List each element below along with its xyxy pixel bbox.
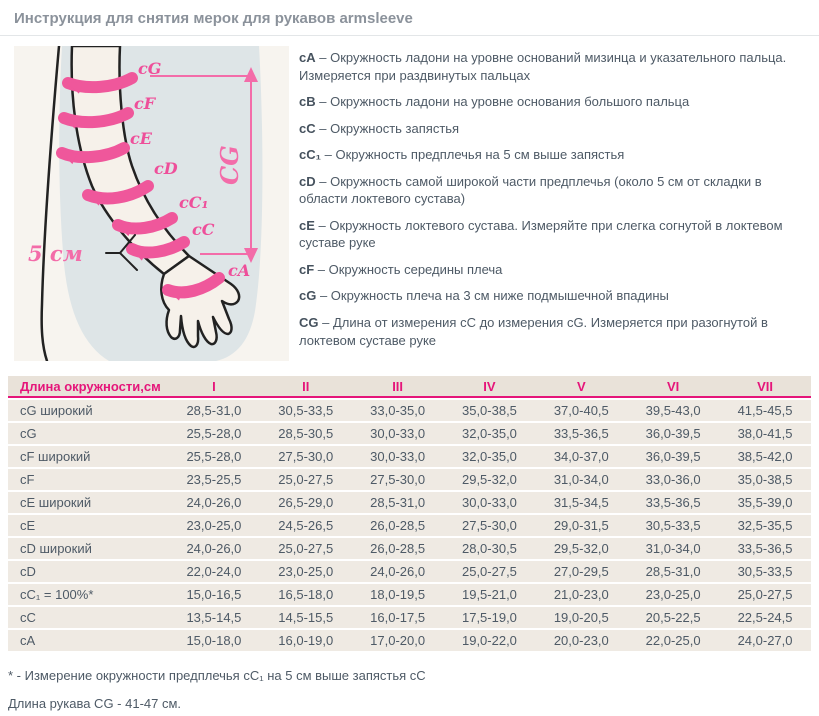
range-cell: 28,5-30,5: [260, 423, 352, 444]
range-cell: 41,5-45,5: [719, 400, 811, 421]
legend-item: cD – Окружность самой широкой части предплечья (около 5 см от складки в области локтевого сустава): [299, 173, 762, 207]
range-cell: 25,5-28,0: [168, 446, 260, 467]
legend-item: cE – Окружность локтевого сустава. Измеряйте при слегка согнутой в локтевом суставе руке: [299, 217, 783, 251]
legend-item-code: cD: [299, 173, 316, 189]
table-row: [8, 492, 811, 513]
range-cell: 16,5-18,0: [260, 584, 352, 605]
range-cell: 30,0-33,0: [444, 492, 536, 513]
range-cell: 35,0-38,5: [719, 469, 811, 490]
range-cell: 22,0-24,0: [168, 561, 260, 582]
range-cell: 30,5-33,5: [719, 561, 811, 582]
range-cell: 28,5-31,0: [627, 561, 719, 582]
range-cell: 24,0-26,0: [352, 561, 444, 582]
range-cell: 33,5-36,5: [627, 492, 719, 513]
size-table: [8, 374, 811, 653]
band-label-cE: cE: [130, 129, 152, 148]
range-cell: 22,5-24,5: [719, 607, 811, 628]
table-row: [8, 423, 811, 444]
size-table-body: [8, 400, 811, 651]
legend-item-code: cB: [299, 94, 316, 110]
legend-item-code: cF: [299, 261, 315, 277]
range-cell: 36,0-39,5: [627, 446, 719, 467]
range-cell: 24,0-26,0: [168, 538, 260, 559]
legend-item: cC – Окружность запястья: [299, 120, 460, 136]
range-cell: 19,5-21,0: [444, 584, 536, 605]
range-cell: 20,5-22,5: [627, 607, 719, 628]
cg-dimension-label: CG: [215, 145, 244, 185]
range-cell: 34,0-37,0: [535, 446, 627, 467]
column-header-size: IV: [444, 376, 536, 398]
range-cell: 31,0-34,0: [535, 469, 627, 490]
range-cell: 28,5-31,0: [168, 400, 260, 421]
row-label: cG широкий: [8, 400, 168, 421]
range-cell: 23,0-25,0: [627, 584, 719, 605]
row-label: cF широкий: [8, 446, 168, 467]
row-label: cE: [8, 515, 168, 536]
range-cell: 23,0-25,0: [168, 515, 260, 536]
row-label: cA: [8, 630, 168, 651]
table-row: [8, 515, 811, 536]
range-cell: 23,0-25,0: [260, 561, 352, 582]
row-label: cE широкий: [8, 492, 168, 513]
row-label: cC₁ = 100%*: [8, 584, 168, 605]
range-cell: 35,0-38,5: [444, 400, 536, 421]
legend-item-code: CG: [299, 315, 319, 331]
legend-item: cB – Окружность ладони на уровне основания большого пальца: [299, 94, 690, 110]
band-label-cD: cD: [154, 159, 178, 178]
row-label: cF: [8, 469, 168, 490]
column-header-size: V: [535, 376, 627, 398]
range-cell: 24,0-26,0: [168, 492, 260, 513]
legend-item: cC₁ – Окружность предплечья на 5 см выше запястья: [299, 147, 625, 163]
range-cell: 38,5-42,0: [719, 446, 811, 467]
range-cell: 25,0-27,5: [260, 538, 352, 559]
table-row: [8, 584, 811, 605]
band-label-cG: cG: [138, 59, 162, 78]
column-header-size: VII: [719, 376, 811, 398]
range-cell: 26,0-28,5: [352, 515, 444, 536]
range-cell: 15,0-18,0: [168, 630, 260, 651]
range-cell: 14,5-15,5: [260, 607, 352, 628]
table-row: [8, 446, 811, 467]
band-label-cC: cC: [192, 220, 215, 239]
range-cell: 30,5-33,5: [260, 400, 352, 421]
range-cell: 24,5-26,5: [260, 515, 352, 536]
row-label: cD: [8, 561, 168, 582]
range-cell: 33,5-36,5: [719, 538, 811, 559]
band-label-cA: cA: [228, 261, 251, 280]
legend-item-code: cA: [299, 50, 316, 65]
row-label: cC: [8, 607, 168, 628]
range-cell: 19,0-22,0: [444, 630, 536, 651]
range-cell: 23,5-25,5: [168, 469, 260, 490]
legend-item-code: cE: [299, 217, 315, 233]
legend-item: CG – Длина от измерения cC до измерения cG. Измеряется при разогнутой в локтевом суставе руке: [299, 315, 768, 348]
range-cell: 19,0-20,5: [535, 607, 627, 628]
range-cell: 37,0-40,5: [535, 400, 627, 421]
range-cell: 33,5-36,5: [535, 423, 627, 444]
range-cell: 26,0-28,5: [352, 538, 444, 559]
range-cell: 35,5-39,0: [719, 492, 811, 513]
legend-list: [289, 46, 813, 361]
table-row: [8, 561, 811, 582]
range-cell: 31,5-34,5: [535, 492, 627, 513]
range-cell: 29,0-31,5: [535, 515, 627, 536]
range-cell: 29,5-32,0: [535, 538, 627, 559]
range-cell: 25,5-28,0: [168, 423, 260, 444]
range-cell: 32,5-35,5: [719, 515, 811, 536]
range-cell: 27,5-30,0: [444, 515, 536, 536]
range-cell: 38,0-41,5: [719, 423, 811, 444]
page-title: Инструкция для снятия мерок для рукавов armsleeve: [14, 10, 413, 27]
arm-measurement-diagram: [14, 46, 289, 361]
legend-item-code: cC: [299, 120, 316, 136]
five-cm-label: 5 см: [28, 241, 83, 266]
size-table-head-row: [8, 376, 811, 398]
range-cell: 36,0-39,5: [627, 423, 719, 444]
footnote-asterisk: * - Измерение окружности предплечья cC₁ на 5 см выше запястья cC: [8, 668, 426, 683]
column-header-size: VI: [627, 376, 719, 398]
range-cell: 17,5-19,0: [444, 607, 536, 628]
size-table-wrap: [8, 374, 811, 653]
column-header-label: Длина окружности,см: [8, 376, 168, 398]
row-label: cG: [8, 423, 168, 444]
column-header-size: I: [168, 376, 260, 398]
range-cell: 28,0-30,5: [444, 538, 536, 559]
legend-item-code: cC₁: [299, 147, 321, 163]
range-cell: 30,0-33,0: [352, 423, 444, 444]
range-cell: 25,0-27,5: [719, 584, 811, 605]
table-row: [8, 400, 811, 421]
range-cell: 25,0-27,5: [444, 561, 536, 582]
range-cell: 15,0-16,5: [168, 584, 260, 605]
range-cell: 32,0-35,0: [444, 446, 536, 467]
legend-item-code: cG: [299, 288, 317, 304]
range-cell: 26,5-29,0: [260, 492, 352, 513]
range-cell: 27,5-30,0: [352, 469, 444, 490]
row-label: cD широкий: [8, 538, 168, 559]
range-cell: 30,0-33,0: [352, 446, 444, 467]
page-header: [0, 0, 819, 36]
range-cell: 18,0-19,5: [352, 584, 444, 605]
range-cell: 24,0-27,0: [719, 630, 811, 651]
table-row: [8, 538, 811, 559]
range-cell: 22,0-25,0: [627, 630, 719, 651]
legend-item: cF – Окружность середины плеча: [299, 261, 503, 277]
table-row: [8, 469, 811, 490]
range-cell: 29,5-32,0: [444, 469, 536, 490]
range-cell: 17,0-20,0: [352, 630, 444, 651]
range-cell: 27,5-30,0: [260, 446, 352, 467]
band-label-cC1: cC₁: [179, 193, 209, 212]
band-label-cF: cF: [134, 94, 156, 113]
footnote-sleeve-length: Длина рукава CG - 41-47 см.: [8, 696, 182, 711]
table-row: [8, 607, 811, 628]
range-cell: 27,0-29,5: [535, 561, 627, 582]
range-cell: 16,0-17,5: [352, 607, 444, 628]
range-cell: 33,0-35,0: [352, 400, 444, 421]
column-header-size: III: [352, 376, 444, 398]
table-row: [8, 630, 811, 651]
range-cell: 25,0-27,5: [260, 469, 352, 490]
range-cell: 30,5-33,5: [627, 515, 719, 536]
legend-item: cA – Окружность ладони на уровне оснований мизинца и указательного пальца. Измеряется при раздвинутых пальцах: [299, 50, 787, 83]
range-cell: 33,0-36,0: [627, 469, 719, 490]
range-cell: 20,0-23,0: [535, 630, 627, 651]
content-row: [0, 36, 819, 361]
range-cell: 16,0-19,0: [260, 630, 352, 651]
range-cell: 21,0-23,0: [535, 584, 627, 605]
range-cell: 13,5-14,5: [168, 607, 260, 628]
legend-item: cG – Окружность плеча на 3 см ниже подмышечной впадины: [299, 288, 669, 304]
range-cell: 31,0-34,0: [627, 538, 719, 559]
range-cell: 28,5-31,0: [352, 492, 444, 513]
column-header-size: II: [260, 376, 352, 398]
range-cell: 32,0-35,0: [444, 423, 536, 444]
range-cell: 39,5-43,0: [627, 400, 719, 421]
arm-diagram-svg: [14, 46, 289, 361]
